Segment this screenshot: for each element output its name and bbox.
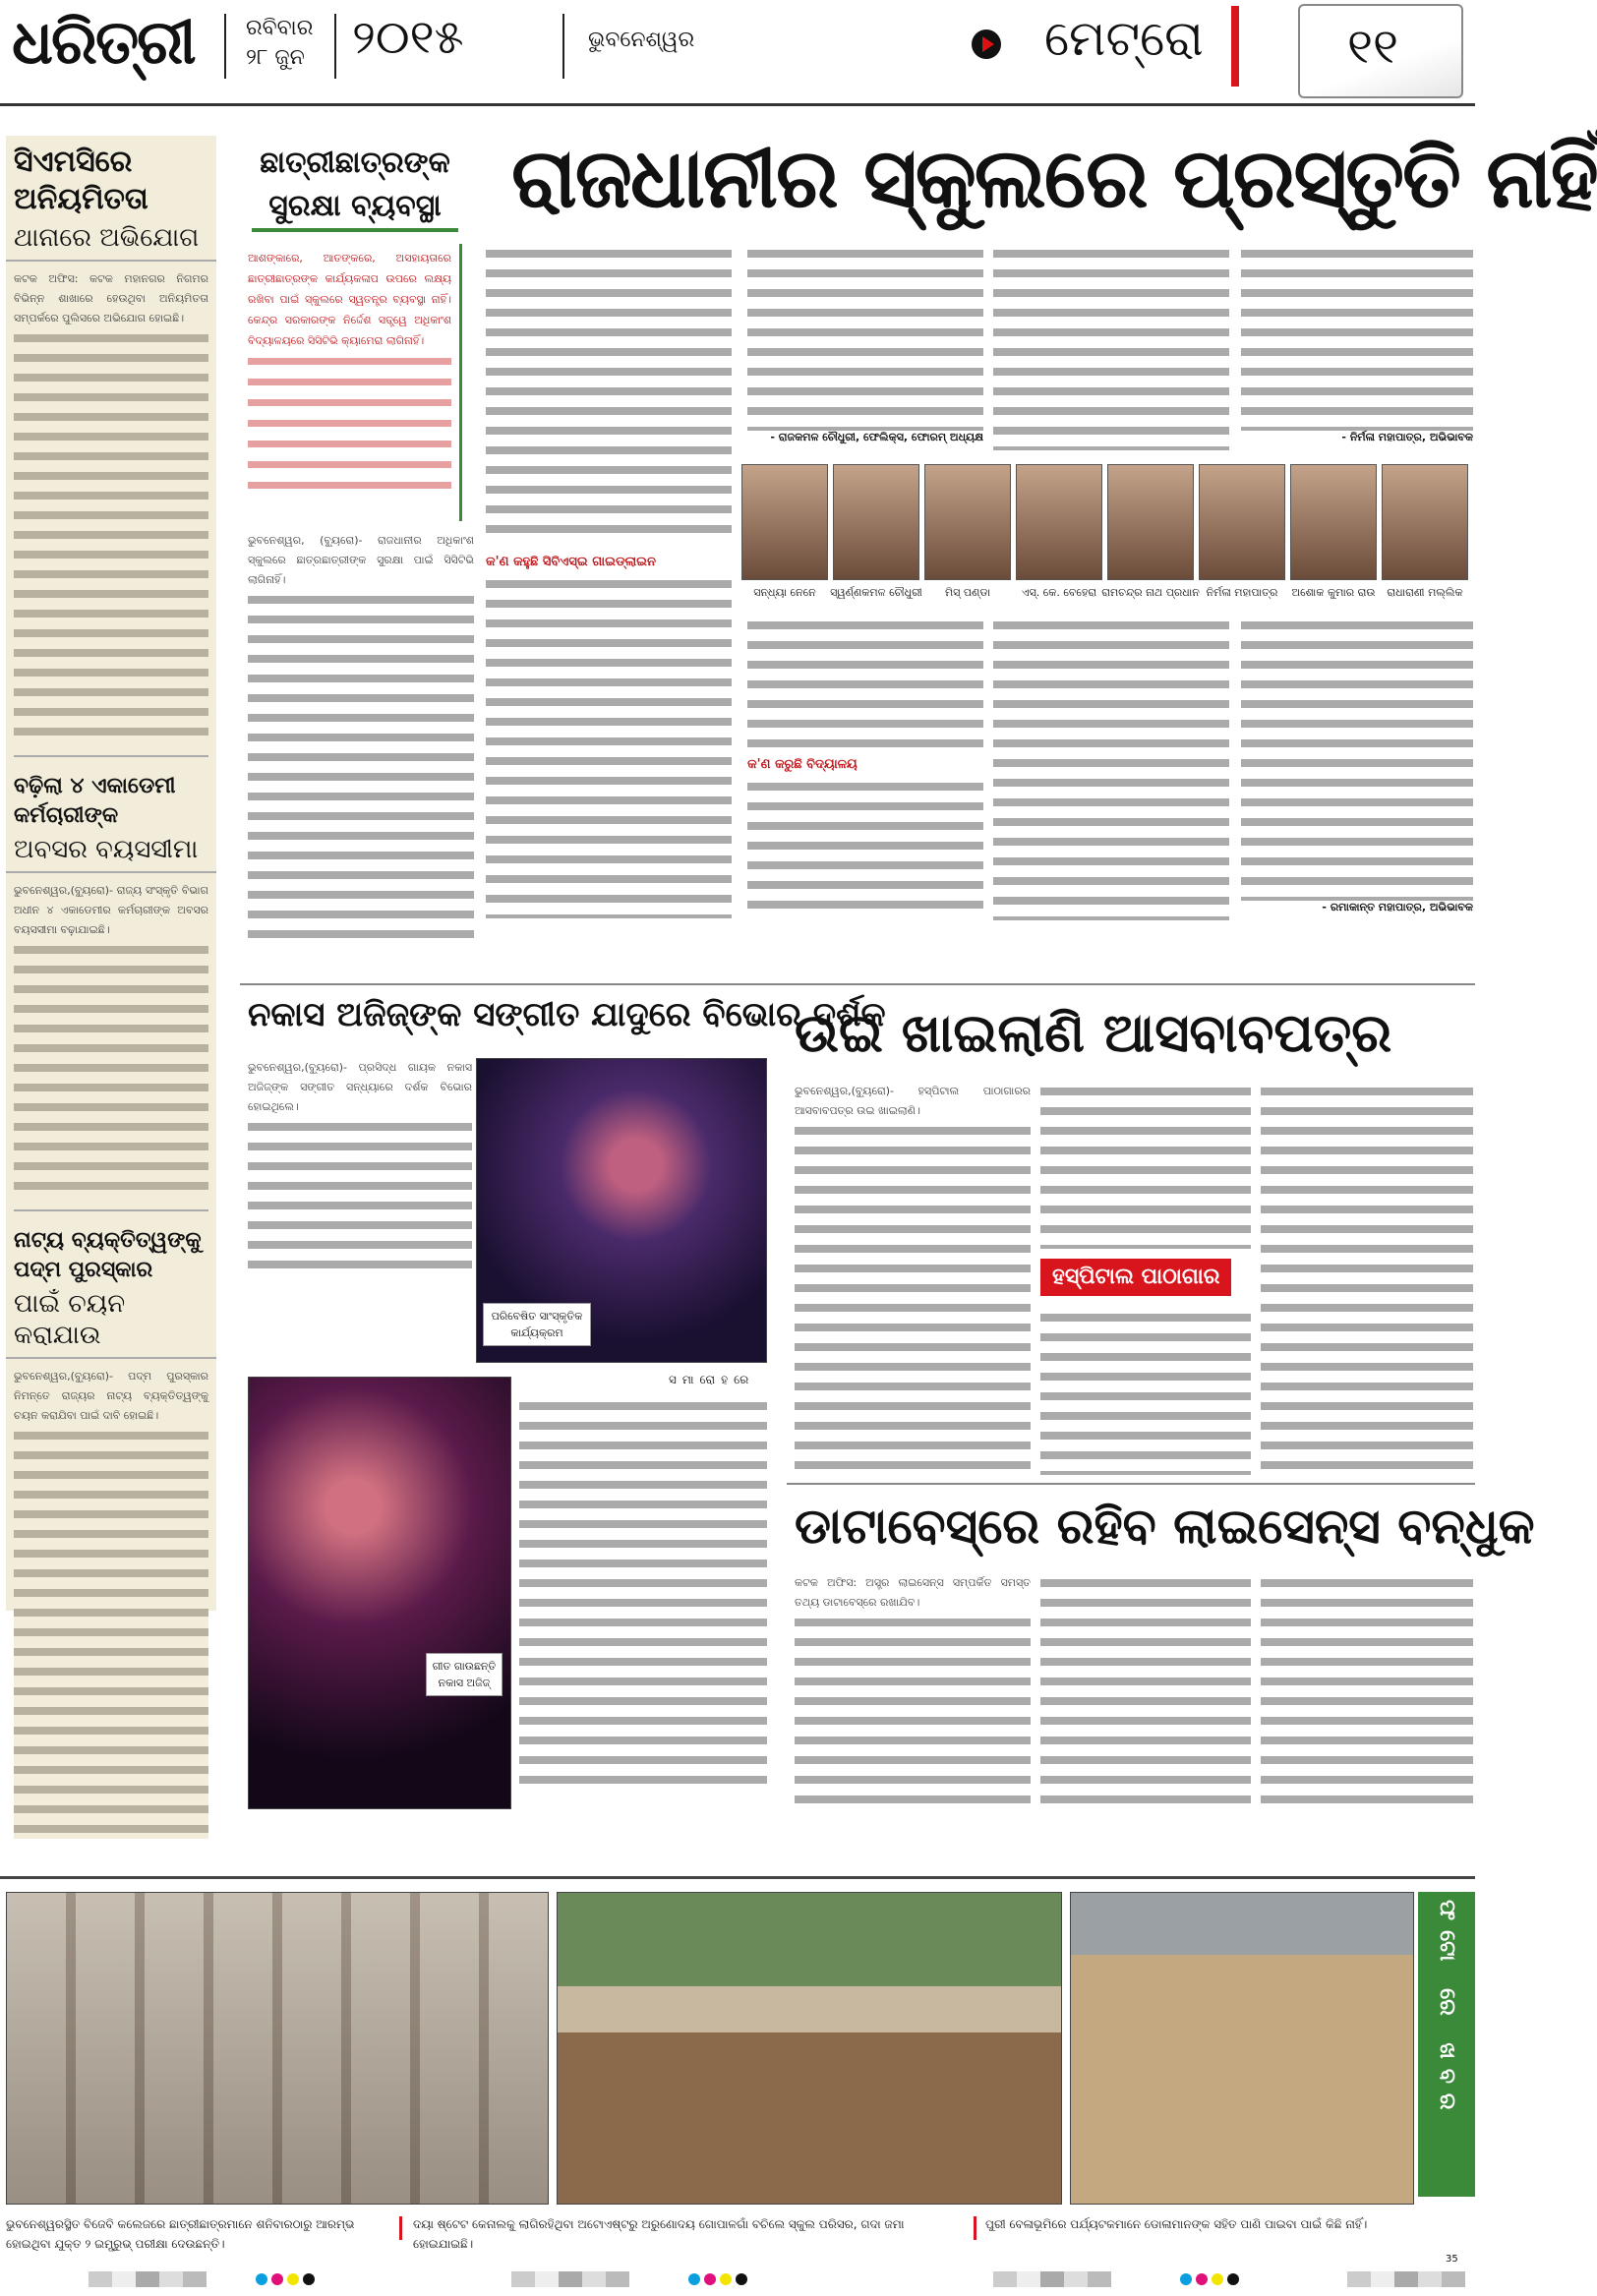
divider	[562, 14, 564, 79]
text-filler	[248, 590, 474, 944]
divider	[240, 983, 1475, 985]
text-filler	[14, 940, 208, 1196]
text-filler	[747, 244, 983, 431]
photo-caption-2: ଦୟା ଷ୍ଟେଟ କେନାଲକୁ ଲାଗିରହିଥିବା ଅଟୋଏଷ୍ଟରୁ ଅରୁଣୋଦୟ ଗୋପାଳଗାଁ ବଚିଲେ ସ୍କୁଲ ପରିସର, ଗଦା ଜମା ହୋଇଯାଇଛି।	[413, 2217, 905, 2251]
issue-city: ଭୁବନେଶ୍ୱର	[588, 28, 695, 52]
text-filler	[1040, 1573, 1251, 1809]
story-subheadline: ଥାନାରେ ଅଭିଯୋଗ	[6, 222, 216, 262]
issue-year: ୨୦୧୫	[352, 10, 464, 65]
termite-dateline: ଭୁବନେଶ୍ୱର,(ବ୍ୟୁରୋ)- ହସ୍ପିଟାଲ ପାଠାଗାରର ଆସବାବପତ୍ର ଉଇ ଖାଇଲାଣି।	[795, 1085, 1031, 1117]
photo-caption-3: ପୁରୀ ବେଳାଭୂମିରେ ପର୍ଯ୍ୟଟକମାନେ ଡୋଳାମାନଙ୍କ ସହିତ ପାଣି ପାଇବା ପାଇଁ କିଛି ନାହିଁ।	[985, 2217, 1368, 2231]
portrait-photo	[1290, 464, 1377, 580]
text-filler	[1241, 244, 1473, 431]
quote-author: - ନିର୍ମଳା ମହାପାତ୍ର, ଅଭିଭାବକ	[1341, 431, 1473, 443]
box-title: କ'ଣ କରୁଛି ବିଦ୍ୟାଳୟ	[747, 757, 858, 772]
portrait-photo	[741, 464, 828, 580]
quote-author: - ରମାକାନ୍ତ ମହାପାତ୍ର, ଅଭିଭାବକ	[1322, 901, 1473, 913]
red-divider	[1231, 6, 1239, 87]
registration-bar	[511, 2271, 629, 2287]
photo-caption: ପରିବେଷିତ ସାଂସ୍କୃତିକ କାର୍ଯ୍ୟକ୍ରମ	[483, 1303, 591, 1346]
portrait-photo	[1107, 464, 1194, 580]
guideline-box	[486, 551, 732, 924]
registration-dots	[688, 2273, 747, 2285]
divider	[14, 1209, 208, 1211]
left-column	[6, 136, 216, 1611]
portrait-row	[741, 464, 1473, 608]
story-dateline: କଟକ ଅଫିସ: କଟକ ମହାନଗର ନିଗମର ବିଭିନ୍ନ ଶାଖାରେ ହେଉଥିବା ଅନିୟମିତତା ସମ୍ପର୍କରେ ପୁଲିସରେ ଅଭିଯୋଗ ହୋଇଛି।	[14, 272, 208, 324]
music-body	[248, 1058, 472, 1255]
registration-dots	[256, 2273, 315, 2285]
dancer-photo	[476, 1058, 767, 1363]
newspaper-logo: ଧରିତ୍ରୀ	[12, 6, 195, 78]
lead-body-col2	[486, 244, 732, 539]
portrait-caption: ରାଧାରାଣୀ ମଲ୍ଲିକ	[1387, 586, 1463, 599]
story-dateline: ଭୁବନେଶ୍ୱର,(ବ୍ୟୁରୋ)- ପଦ୍ମ ପୁରସ୍କାର ନିମନ୍ତେ ରାଜ୍ୟର ନାଟ୍ୟ ବ୍ୟକ୍ତିତ୍ୱଙ୍କୁ ଚୟନ କରାଯିବା ପାଇଁ ଦାବି ହୋଇଛି।	[14, 1370, 208, 1422]
portrait-caption: ସ୍ୱର୍ଣ୍ଣକମଳ ଚୌଧୁରୀ	[830, 586, 922, 599]
box-title: କ'ଣ କହୁଛି ସିବିଏସ୍ଇ ଗାଇଡ୍ଲାଇନ	[486, 555, 656, 569]
lead-body-col3	[747, 244, 983, 450]
portrait-caption: ସନ୍ଧ୍ୟା ନେନେ	[753, 586, 816, 599]
text-filler	[14, 1426, 208, 1839]
divider	[224, 14, 226, 79]
portrait-photo	[924, 464, 1011, 580]
quote-author: - ରାଜକମଳ ଚୌଧୁରୀ, ଫେଲିକ୍ସ, ଫୋରମ୍ ଅଧ୍ୟକ୍ଷ	[770, 431, 983, 443]
divider	[14, 755, 208, 757]
lead-body-col4	[993, 244, 1229, 450]
caption-separator	[974, 2216, 976, 2240]
text-filler	[1241, 616, 1473, 901]
vertical-label: ଫଟୋ ରେ ଖବର	[1435, 1900, 1459, 2120]
text-filler	[993, 244, 1229, 450]
section-label: ହସ୍ପିଟାଲ ପାଠାଗାର	[1040, 1259, 1231, 1296]
portrait-caption: ଏସ୍. କେ. ବେହେରା	[1021, 586, 1097, 599]
lead-body-col8	[1241, 616, 1473, 920]
lead-body-col5	[1241, 244, 1473, 450]
story-subheadline: ପାଇଁ ଚୟନ କରାଯାଉ	[6, 1288, 216, 1359]
play-icon	[972, 29, 1001, 59]
text-filler	[747, 777, 983, 914]
lead-body-col7	[993, 616, 1229, 920]
termite-body-col3	[1040, 1308, 1251, 1475]
story-body	[6, 873, 216, 1204]
lead-body-col6	[747, 616, 983, 920]
story-headline: ସିଏମସିରେ ଅନିୟମିତତା	[14, 145, 148, 216]
beach-photo	[1070, 1892, 1414, 2205]
page-number: ୧୧	[1347, 18, 1399, 75]
termite-body-col4	[1261, 1082, 1473, 1475]
story-headline: ନାଟ୍ୟ ବ୍ୟକ୍ତିତ୍ୱଙ୍କୁ ପଦ୍ମ ପୁରସ୍କାର	[14, 1227, 202, 1282]
day-label: ରବିବାର	[246, 16, 314, 40]
music-dateline: ଭୁବନେଶ୍ୱର,(ବ୍ୟୁରୋ)- ପ୍ରସିଦ୍ଧ ଗାୟକ ନକାସ ଅଜିଜ୍ଙ୍କ ସଙ୍ଗୀତ ସନ୍ଧ୍ୟାରେ ଦର୍ଶକ ବିଭୋର ହୋଇଥିଲେ।	[248, 1061, 472, 1113]
date-label: ୨୮ ଜୁନ	[246, 45, 305, 70]
kicker-line: ଛାତ୍ରୀଛାତ୍ରଙ୍କ	[260, 146, 450, 180]
portrait-caption: ଅଶୋକ କୁମାର ରାଉ	[1291, 586, 1376, 599]
text-filler	[1261, 1082, 1473, 1475]
portrait-photo	[1199, 464, 1285, 580]
text-filler	[248, 1117, 472, 1274]
lead-headline: ରାଜଧାନୀର ସ୍କୁଲରେ ପ୍ରସ୍ତୁତି ନାହିଁ	[511, 129, 1597, 226]
intro-text: ଆଶଙ୍କାରେ, ଆତଙ୍କରେ, ଅସହାୟତାରେ ଛାତ୍ରୀଛାତ୍ରଙ୍କ କାର୍ଯ୍ୟକଳାପ ଉପରେ ଲକ୍ଷ୍ୟ ରଖିବା ପାଇଁ ସ୍କୁଲରେ ସ୍ୱତନ୍ତ୍ର ବ୍ୟବସ୍ଥା ନାହିଁ। କେନ୍ଦ୍ର ସରକାରଙ୍କ ନିର୍ଦ୍ଦେଶ ସତ୍ତ୍ୱେ ଅଧିକାଂଶ ବିଦ୍ୟାଳୟରେ ସିସିଟିଭି କ୍ୟାମେରା ଲାଗିନାହିଁ।	[248, 252, 451, 347]
masthead	[0, 0, 1475, 106]
lead-intro	[248, 244, 462, 521]
page-footer-number: 35	[1446, 2254, 1458, 2265]
kicker-line: ସୁରକ୍ଷା ବ୍ୟବସ୍ଥା	[268, 189, 442, 223]
license-headline: ଡାଟାବେସ୍ରେ ରହିବ ଲାଇସେନ୍ସ ବନ୍ଧୁକ	[795, 1497, 1535, 1555]
photo-caption: ଗୀତ ଗାଉଛନ୍ତି ନକାସ ଅଜିଜ୍	[426, 1653, 503, 1696]
registration-bar	[89, 2271, 207, 2287]
text-filler	[795, 1121, 1031, 1475]
singer-photo	[248, 1377, 511, 1809]
exam-hall-photo	[6, 1892, 549, 2205]
termite-body-col1	[795, 1082, 1031, 1475]
license-body-col1	[795, 1573, 1031, 1809]
story-headline: ବଢ଼ିଲା ୪ ଏକାଡେମୀ କର୍ମଚାରୀଙ୍କ	[14, 773, 176, 828]
music-headline: ନକାସ ଅଜିଜ୍ଙ୍କ ସଙ୍ଗୀତ ଯାଦୁରେ ବିଭୋର ଦର୍ଶକ	[248, 995, 886, 1034]
registration-dots	[1180, 2273, 1239, 2285]
music-body-2	[519, 1396, 767, 1809]
lead-dateline: ଭୁବନେଶ୍ୱର, (ବ୍ୟୁରୋ)- ରାଜଧାନୀର ଅଧିକାଂଶ ସ୍କୁଲରେ ଛାତ୍ରଛାତ୍ରୀଙ୍କ ସୁରକ୍ଷା ପାଇଁ ସିସିଟିଭି ଲାଗିନାହିଁ।	[248, 534, 474, 586]
portrait-photo	[1382, 464, 1468, 580]
section-title: ମେଟ୍ରୋ	[1044, 10, 1204, 67]
registration-bar	[1347, 2271, 1465, 2287]
license-body-col2	[1040, 1573, 1251, 1809]
portrait-caption: ନିର୍ମଳା ମହାପାତ୍ର	[1206, 586, 1278, 599]
text-filler	[795, 1613, 1031, 1809]
samaroh-label: ସମାରୋହରେ	[669, 1373, 755, 1386]
caption-separator	[399, 2216, 402, 2240]
story-dateline: ଭୁବନେଶ୍ୱର,(ବ୍ୟୁରୋ)- ରାଜ୍ୟ ସଂସ୍କୃତି ବିଭାଗ ଅଧୀନ ୪ ଏକାଡେମୀର କର୍ମଚାରୀଙ୍କ ଅବସର ବୟସସୀମା ବଢ଼ାଯାଇଛି।	[14, 884, 208, 936]
story-body	[6, 1359, 216, 1847]
text-filler	[14, 328, 208, 741]
termite-headline: ଉଇ ଖାଇଲାଣି ଆସବାବପତ୍ର	[795, 1001, 1392, 1064]
text-filler	[486, 244, 732, 539]
text-filler	[993, 616, 1229, 920]
text-filler	[747, 616, 983, 753]
termite-body-col2	[1040, 1082, 1251, 1249]
portrait-photo	[1016, 464, 1102, 580]
portrait-caption: ରାମଚନ୍ଦ୍ର ନାଥ ପ୍ରଧାନ	[1101, 586, 1200, 599]
license-dateline: କଟକ ଅଫିସ: ଅସ୍ତ୍ର ଲାଇସେନ୍ସ ସମ୍ପର୍କିତ ସମସ୍ତ ତଥ୍ୟ ଡାଟାବେସ୍ରେ ରଖାଯିବ।	[795, 1576, 1031, 1609]
text-filler	[1261, 1573, 1473, 1809]
lead-kicker	[252, 142, 458, 232]
registration-bar	[993, 2271, 1111, 2287]
text-filler	[1040, 1082, 1251, 1249]
portrait-photo	[833, 464, 919, 580]
story-body	[6, 262, 216, 749]
issue-day	[246, 14, 313, 73]
story-subheadline: ଅବସର ବୟସସୀମା	[6, 834, 216, 873]
divider	[0, 1876, 1475, 1879]
lead-body-col1	[248, 531, 474, 924]
portrait-caption: ମିସ୍ ପଣ୍ଡା	[944, 586, 991, 599]
photo-caption-1: ଭୁବନେଶ୍ୱରସ୍ଥିତ ବିଜେବି କଲେଜରେ ଛାତ୍ରୀଛାତ୍ରମାନେ ଶନିବାରଠାରୁ ଆରମ୍ଭ ହୋଇଥିବା ଯୁକ୍ତ ୨ ଇମ୍ପ୍ରୁଭ୍ ପରୀକ୍ଷା ଦେଉଛନ୍ତି।	[6, 2217, 355, 2251]
school-debris-photo	[557, 1892, 1062, 2205]
text-filler	[248, 351, 451, 499]
text-filler	[486, 574, 732, 918]
divider	[787, 1483, 1475, 1485]
text-filler	[519, 1396, 767, 1790]
text-filler	[1040, 1308, 1251, 1475]
divider	[334, 14, 336, 79]
photo-news-label	[1418, 1892, 1475, 2197]
license-body-col3	[1261, 1573, 1473, 1809]
